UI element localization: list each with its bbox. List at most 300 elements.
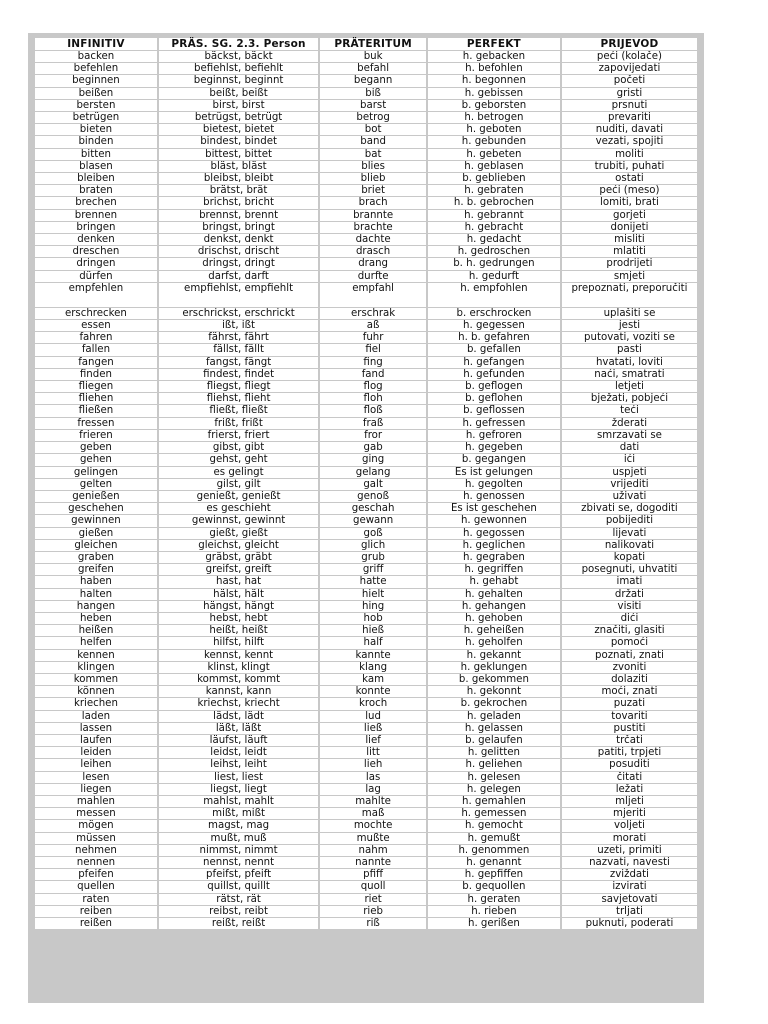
cell-praesens: rätst, rät [159,894,318,905]
table-row [35,918,697,929]
cell-perfekt: h. betrogen [428,112,560,123]
cell-infinitiv: fangen [35,357,157,368]
cell-praeteritum: lag [320,784,426,795]
cell-prijevod: peći (meso) [562,185,697,196]
cell-praeteritum: aß [320,320,426,331]
cell-praesens: findest, findet [159,369,318,380]
cell-praeteritum: pfiff [320,869,426,880]
cell-infinitiv: bieten [35,124,157,135]
cell-infinitiv: bersten [35,100,157,111]
table-row [35,662,697,673]
cell-prijevod: smrzavati se [562,430,697,441]
cell-infinitiv: beginnen [35,75,157,86]
cell-prijevod: zviždati [562,869,697,880]
table-row [35,711,697,722]
cell-perfekt: b. gekrochen [428,698,560,709]
cell-praeteritum: glich [320,540,426,551]
cell-praesens: bläst, bläst [159,161,318,172]
cell-praeteritum: ging [320,454,426,465]
cell-infinitiv: bitten [35,149,157,160]
cell-infinitiv: brechen [35,197,157,208]
cell-prijevod: misliti [562,234,697,245]
cell-prijevod: uspjeti [562,467,697,478]
cell-infinitiv: graben [35,552,157,563]
cell-prijevod: savjetovati [562,894,697,905]
cell-perfekt: Es ist geschehen [428,503,560,514]
cell-infinitiv: dreschen [35,246,157,257]
cell-perfekt: b. gefallen [428,344,560,355]
cell-perfekt: h. gerißen [428,918,560,929]
cell-praeteritum: las [320,772,426,783]
cell-perfekt: h. gemußt [428,833,560,844]
table-row [35,540,697,551]
irregular-verbs-table [33,37,699,930]
cell-perfekt: h. gelassen [428,723,560,734]
cell-praesens: fangst, fängt [159,357,318,368]
cell-praesens: brichst, bricht [159,197,318,208]
table-row [35,332,697,343]
cell-prijevod: izvirati [562,881,697,892]
cell-infinitiv: leiden [35,747,157,758]
cell-prijevod: žderati [562,418,697,429]
cell-infinitiv: fahren [35,332,157,343]
cell-praesens: genießt, genießt [159,491,318,502]
table-row [35,491,697,502]
cell-perfekt: h. geheißen [428,625,560,636]
cell-prijevod: uživati [562,491,697,502]
cell-perfekt: h. gedurft [428,271,560,282]
cell-praesens: birst, birst [159,100,318,111]
cell-infinitiv: gelten [35,479,157,490]
cell-praeteritum: litt [320,747,426,758]
cell-prijevod: prevariti [562,112,697,123]
table-row [35,759,697,770]
cell-prijevod: početi [562,75,697,86]
cell-infinitiv: liegen [35,784,157,795]
table-row [35,320,697,331]
table-row [35,601,697,612]
cell-perfekt: h. gebraten [428,185,560,196]
cell-perfekt: h. gemahlen [428,796,560,807]
cell-infinitiv: lesen [35,772,157,783]
cell-praeteritum: klang [320,662,426,673]
cell-praesens: es gelingt [159,467,318,478]
cell-praesens: fällst, fällt [159,344,318,355]
cell-praeteritum: bat [320,149,426,160]
cell-infinitiv: essen [35,320,157,331]
cell-prijevod: držati [562,589,697,600]
cell-praeteritum: hing [320,601,426,612]
table-row [35,515,697,526]
cell-infinitiv: laufen [35,735,157,746]
cell-prijevod: prepoznati, preporučiti [562,283,697,307]
cell-prijevod: gristi [562,88,697,99]
cell-praesens: nennst, nennt [159,857,318,868]
cell-prijevod: lomiti, brati [562,197,697,208]
cell-praeteritum: hatte [320,576,426,587]
cell-perfekt: h. geraten [428,894,560,905]
cell-infinitiv: befehlen [35,63,157,74]
cell-perfekt: h. geglichen [428,540,560,551]
table-row [35,258,697,269]
cell-infinitiv: gleichen [35,540,157,551]
table-row [35,100,697,111]
cell-infinitiv: lassen [35,723,157,734]
table-body [35,51,697,929]
cell-praeteritum: genoß [320,491,426,502]
cell-praeteritum: lief [320,735,426,746]
table-row [35,845,697,856]
cell-perfekt: h. begonnen [428,75,560,86]
cell-praesens: brennst, brennt [159,210,318,221]
cell-praeteritum: riß [320,918,426,929]
table-row [35,650,697,661]
cell-praeteritum: griff [320,564,426,575]
cell-infinitiv: backen [35,51,157,62]
table-row [35,747,697,758]
cell-infinitiv: fliegen [35,381,157,392]
cell-infinitiv: heben [35,613,157,624]
header-praesens: PRÄS. SG. 2.3. Person [159,38,318,50]
cell-perfekt: h. gekannt [428,650,560,661]
cell-praeteritum: drasch [320,246,426,257]
cell-perfekt: h. gebunden [428,136,560,147]
cell-infinitiv: reißen [35,918,157,929]
cell-praesens: hilfst, hilft [159,637,318,648]
cell-praesens: bäckst, bäckt [159,51,318,62]
cell-praeteritum: ließ [320,723,426,734]
cell-prijevod: gorjeti [562,210,697,221]
cell-infinitiv: helfen [35,637,157,648]
cell-infinitiv: können [35,686,157,697]
cell-praesens: brätst, brät [159,185,318,196]
cell-perfekt: h. gefressen [428,418,560,429]
table-row [35,112,697,123]
cell-prijevod: hvatati, loviti [562,357,697,368]
cell-perfekt: h. gegeben [428,442,560,453]
cell-perfekt: h. gehangen [428,601,560,612]
cell-praeteritum: dachte [320,234,426,245]
cell-perfekt: b. gequollen [428,881,560,892]
cell-prijevod: dići [562,613,697,624]
cell-perfekt: h. gewonnen [428,515,560,526]
table-row [35,454,697,465]
cell-perfekt: h. rieben [428,906,560,917]
table-row [35,479,697,490]
cell-perfekt: h. gebeten [428,149,560,160]
cell-praesens: hebst, hebt [159,613,318,624]
cell-prijevod: patiti, trpjeti [562,747,697,758]
cell-perfekt: h. geklungen [428,662,560,673]
table-row [35,381,697,392]
cell-praesens: fliegst, fliegt [159,381,318,392]
cell-perfekt: b. geblieben [428,173,560,184]
table-row [35,369,697,380]
cell-infinitiv: kommen [35,674,157,685]
cell-perfekt: h. gebacken [428,51,560,62]
table-row [35,613,697,624]
cell-praeteritum: goß [320,528,426,539]
table-row [35,698,697,709]
cell-prijevod: peći (kolače) [562,51,697,62]
cell-prijevod: vezati, spojiti [562,136,697,147]
cell-praesens: läßt, läßt [159,723,318,734]
cell-prijevod: značiti, glasiti [562,625,697,636]
cell-praeteritum: grub [320,552,426,563]
cell-perfekt: h. genommen [428,845,560,856]
cell-praesens: bietest, bietet [159,124,318,135]
cell-perfekt: b. geborsten [428,100,560,111]
table-row [35,589,697,600]
cell-praesens: bindest, bindet [159,136,318,147]
table-row [35,405,697,416]
table-row [35,418,697,429]
cell-praeteritum: buk [320,51,426,62]
cell-praeteritum: bot [320,124,426,135]
cell-praesens: kommst, kommt [159,674,318,685]
cell-prijevod: donijeti [562,222,697,233]
cell-praesens: befiehlst, befiehlt [159,63,318,74]
cell-infinitiv: genießen [35,491,157,502]
cell-praeteritum: hielt [320,589,426,600]
cell-infinitiv: empfehlen [35,283,157,307]
cell-infinitiv: laden [35,711,157,722]
cell-praesens: klinst, klingt [159,662,318,673]
cell-praesens: mißt, mißt [159,808,318,819]
cell-praesens: beginnst, beginnt [159,75,318,86]
table-row [35,197,697,208]
cell-praesens: fliehst, flieht [159,393,318,404]
cell-praeteritum: gewann [320,515,426,526]
cell-praesens: reißt, reißt [159,918,318,929]
cell-infinitiv: brennen [35,210,157,221]
cell-praesens: gibst, gibt [159,442,318,453]
cell-infinitiv: pfeifen [35,869,157,880]
cell-perfekt: h. gedroschen [428,246,560,257]
cell-perfekt: h. genannt [428,857,560,868]
table-row [35,723,697,734]
cell-praeteritum: briet [320,185,426,196]
cell-praesens: bleibst, bleibt [159,173,318,184]
cell-praesens: leidst, leidt [159,747,318,758]
cell-infinitiv: frieren [35,430,157,441]
cell-prijevod: bježati, pobjeći [562,393,697,404]
cell-infinitiv: blasen [35,161,157,172]
cell-perfekt: b. geflohen [428,393,560,404]
cell-praesens: frißt, frißt [159,418,318,429]
cell-praeteritum: durfte [320,271,426,282]
cell-praesens: liegst, liegt [159,784,318,795]
cell-prijevod: uzeti, primiti [562,845,697,856]
table-row [35,393,697,404]
cell-perfekt: h. geboten [428,124,560,135]
cell-perfekt: h. gelitten [428,747,560,758]
table-row [35,467,697,478]
cell-praeteritum: fing [320,357,426,368]
cell-infinitiv: mahlen [35,796,157,807]
cell-praeteritum: kannte [320,650,426,661]
cell-perfekt: h. gelesen [428,772,560,783]
cell-perfekt: h. gegossen [428,528,560,539]
cell-prijevod: trubiti, puhati [562,161,697,172]
cell-infinitiv: reiben [35,906,157,917]
cell-perfekt: h. geladen [428,711,560,722]
cell-prijevod: morati [562,833,697,844]
cell-perfekt: b. geflossen [428,405,560,416]
cell-praeteritum: befahl [320,63,426,74]
cell-perfekt: h. gegriffen [428,564,560,575]
cell-prijevod: zvoniti [562,662,697,673]
cell-prijevod: posegnuti, uhvatiti [562,564,697,575]
cell-prijevod: trljati [562,906,697,917]
cell-perfekt: h. empfohlen [428,283,560,307]
cell-perfekt: h. gegessen [428,320,560,331]
cell-infinitiv: nehmen [35,845,157,856]
table-row [35,149,697,160]
cell-praesens: gilst, gilt [159,479,318,490]
cell-praesens: empfiehlst, empfiehlt [159,283,318,307]
cell-praesens: hängst, hängt [159,601,318,612]
cell-prijevod: moći, znati [562,686,697,697]
cell-infinitiv: fließen [35,405,157,416]
cell-praesens: mußt, muß [159,833,318,844]
cell-infinitiv: binden [35,136,157,147]
cell-praesens: lädst, lädt [159,711,318,722]
cell-praeteritum: floß [320,405,426,416]
cell-praesens: läufst, läuft [159,735,318,746]
cell-prijevod: pasti [562,344,697,355]
table-row [35,283,697,307]
table-row [35,906,697,917]
cell-perfekt: h. gegolten [428,479,560,490]
cell-infinitiv: bringen [35,222,157,233]
cell-prijevod: imati [562,576,697,587]
cell-prijevod: teći [562,405,697,416]
cell-praesens: gleichst, gleicht [159,540,318,551]
table-row [35,234,697,245]
table-row [35,161,697,172]
cell-praeteritum: biß [320,88,426,99]
table-row [35,357,697,368]
cell-praeteritum: quoll [320,881,426,892]
cell-infinitiv: raten [35,894,157,905]
cell-prijevod: naći, smatrati [562,369,697,380]
cell-perfekt: h. gegraben [428,552,560,563]
header-perfekt: PERFEKT [428,38,560,50]
cell-praesens: hast, hat [159,576,318,587]
table-row [35,63,697,74]
verb-table-frame [28,33,704,1003]
table-row [35,552,697,563]
table-row [35,881,697,892]
cell-prijevod: pustiti [562,723,697,734]
cell-praeteritum: kroch [320,698,426,709]
cell-praesens: magst, mag [159,820,318,831]
cell-praeteritum: nahm [320,845,426,856]
cell-perfekt: h. gehabt [428,576,560,587]
cell-infinitiv: gelingen [35,467,157,478]
table-row [35,308,697,319]
cell-praesens: betrügst, betrügt [159,112,318,123]
cell-praesens: frierst, friert [159,430,318,441]
cell-prijevod: nuditi, davati [562,124,697,135]
cell-prijevod: visiti [562,601,697,612]
table-row [35,576,697,587]
cell-perfekt: h. befohlen [428,63,560,74]
cell-praeteritum: begann [320,75,426,86]
cell-praesens: gießt, gießt [159,528,318,539]
cell-praeteritum: galt [320,479,426,490]
cell-infinitiv: halten [35,589,157,600]
cell-praeteritum: hob [320,613,426,624]
cell-perfekt: b. gelaufen [428,735,560,746]
header-praeteritum: PRÄTERITUM [320,38,426,50]
table-row [35,51,697,62]
cell-prijevod: smjeti [562,271,697,282]
cell-perfekt: h. gefroren [428,430,560,441]
cell-praeteritum: betrog [320,112,426,123]
cell-perfekt: h. geblasen [428,161,560,172]
cell-infinitiv: gehen [35,454,157,465]
cell-prijevod: puzati [562,698,697,709]
cell-prijevod: tovariti [562,711,697,722]
table-header-row [35,38,697,50]
cell-praesens: kannst, kann [159,686,318,697]
cell-praeteritum: half [320,637,426,648]
cell-prijevod: ići [562,454,697,465]
table-row [35,185,697,196]
table-row [35,344,697,355]
cell-infinitiv: gewinnen [35,515,157,526]
cell-perfekt: b. erschrocken [428,308,560,319]
cell-perfekt: h. gebrannt [428,210,560,221]
cell-prijevod: ostati [562,173,697,184]
cell-praeteritum: hieß [320,625,426,636]
cell-infinitiv: haben [35,576,157,587]
cell-prijevod: mljeti [562,796,697,807]
cell-infinitiv: leihen [35,759,157,770]
cell-praesens: mahlst, mahlt [159,796,318,807]
table-row [35,246,697,257]
cell-infinitiv: kennen [35,650,157,661]
cell-praeteritum: fiel [320,344,426,355]
cell-praeteritum: drang [320,258,426,269]
table-row [35,637,697,648]
cell-infinitiv: quellen [35,881,157,892]
cell-perfekt: h. geholfen [428,637,560,648]
cell-infinitiv: messen [35,808,157,819]
table-row [35,222,697,233]
cell-infinitiv: dringen [35,258,157,269]
cell-praesens: greifst, greift [159,564,318,575]
cell-prijevod: prsnuti [562,100,697,111]
cell-praeteritum: flog [320,381,426,392]
cell-praesens: beißt, beißt [159,88,318,99]
cell-prijevod: trčati [562,735,697,746]
table-row [35,808,697,819]
table-row [35,88,697,99]
cell-praeteritum: mußte [320,833,426,844]
cell-prijevod: dolaziti [562,674,697,685]
cell-perfekt: b. gegangen [428,454,560,465]
cell-perfekt: h. gemessen [428,808,560,819]
cell-infinitiv: finden [35,369,157,380]
table-row [35,528,697,539]
cell-praeteritum: mahlte [320,796,426,807]
cell-perfekt: b. gekommen [428,674,560,685]
cell-perfekt: b. h. gedrungen [428,258,560,269]
table-row [35,686,697,697]
